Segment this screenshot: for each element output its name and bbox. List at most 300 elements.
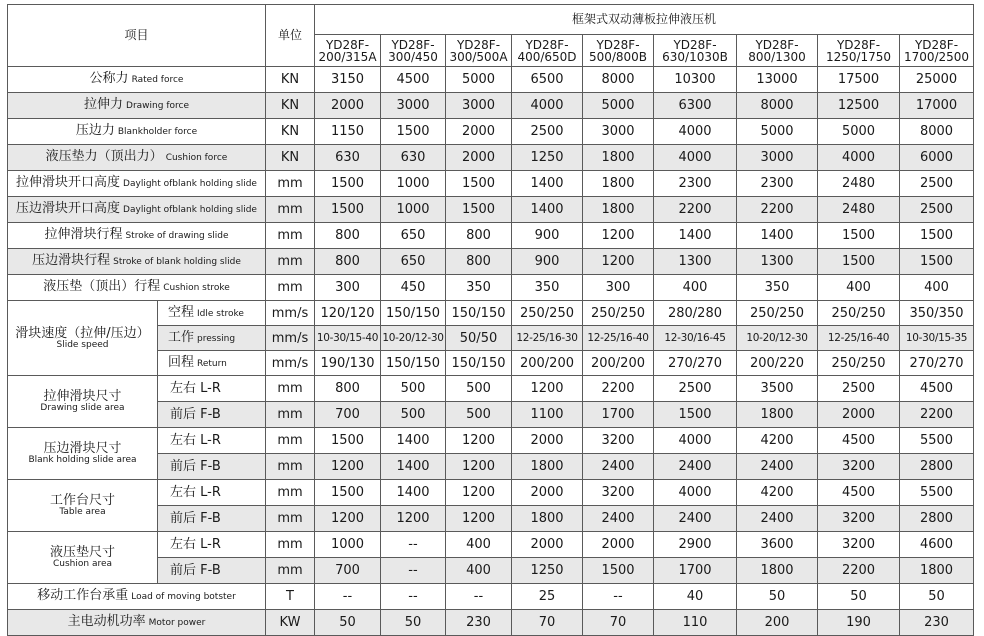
- area-row: [8, 480, 974, 506]
- value-cell: 2500: [512, 119, 583, 145]
- value-cell: 500: [381, 376, 446, 402]
- value-cell: 40: [654, 584, 737, 610]
- value-cell: 1800: [583, 197, 654, 223]
- area-row: [8, 428, 974, 454]
- value-cell: 650: [381, 223, 446, 249]
- value-cell: 1000: [381, 197, 446, 223]
- value-cell: 1500: [446, 197, 512, 223]
- value-cell: 800: [315, 376, 381, 402]
- model-prefix: YD28F-: [525, 37, 569, 52]
- area-sub-label: 左右 L-R: [158, 376, 266, 402]
- speed-sub-label: [158, 351, 266, 376]
- value-cell: 350: [737, 275, 818, 301]
- spec-name-zh: 拉伸滑块行程: [44, 227, 123, 242]
- area-group-zh: 工作台尺寸: [49, 493, 115, 508]
- value-cell: 1800: [583, 171, 654, 197]
- value-cell: 1200: [446, 454, 512, 480]
- value-cell: 1500: [654, 402, 737, 428]
- value-cell: 1200: [315, 506, 381, 532]
- value-cell: 3600: [737, 532, 818, 558]
- speed-sub-label: [158, 301, 266, 326]
- spec-name-zh: 主电动机功率: [67, 614, 146, 629]
- value-cell: 350/350: [900, 301, 974, 326]
- value-cell: 150/150: [381, 351, 446, 376]
- value-cell: 1500: [315, 197, 381, 223]
- value-cell: 1500: [315, 428, 381, 454]
- value-cell: 5000: [583, 93, 654, 119]
- model-prefix: YD28F-: [325, 37, 370, 52]
- value-cell: 2200: [583, 376, 654, 402]
- model-prefix: YD28F-: [836, 37, 881, 52]
- value-cell: 1200: [583, 223, 654, 249]
- value-cell: 6500: [512, 67, 583, 93]
- spec-row: [8, 145, 974, 171]
- value-cell: 2480: [818, 197, 900, 223]
- model-header: [654, 35, 737, 67]
- value-cell: 1150: [315, 119, 381, 145]
- spec-name-en: Daylight ofblank holding slide: [123, 205, 257, 215]
- value-cell: 2000: [446, 145, 512, 171]
- value-cell: 2500: [900, 171, 974, 197]
- model-prefix: YD28F-: [391, 37, 435, 52]
- value-cell: 4500: [818, 480, 900, 506]
- spec-name: [8, 67, 266, 93]
- value-cell: 2480: [818, 171, 900, 197]
- value-cell: 1200: [583, 249, 654, 275]
- value-cell: 190: [818, 610, 900, 636]
- value-cell: 10-30/15-35: [900, 326, 974, 351]
- value-cell: 50: [381, 610, 446, 636]
- spec-name-zh: 移动工作台承重: [37, 588, 129, 603]
- value-cell: 2200: [654, 197, 737, 223]
- spec-row: [8, 249, 974, 275]
- value-cell: 13000: [737, 67, 818, 93]
- model-code: 300/500A: [449, 49, 508, 64]
- value-cell: 3200: [583, 428, 654, 454]
- spec-name-zh: 液压垫（顶出）行程: [43, 279, 161, 294]
- value-cell: 2800: [900, 506, 974, 532]
- value-cell: 300: [583, 275, 654, 301]
- model-header: [583, 35, 654, 67]
- unit-cell: mm: [266, 454, 315, 480]
- unit-cell: mm: [266, 275, 315, 301]
- spec-name-zh: 压边滑块开口高度: [16, 201, 121, 216]
- spec-name-zh: 液压垫力（顶出力）: [45, 149, 163, 164]
- value-cell: 650: [381, 249, 446, 275]
- value-cell: 17500: [818, 67, 900, 93]
- area-sub-label: 左右 L-R: [158, 532, 266, 558]
- value-cell: 1500: [381, 119, 446, 145]
- value-cell: 500: [381, 402, 446, 428]
- unit-cell: T: [266, 584, 315, 610]
- model-code: 630/1030B: [662, 49, 728, 64]
- value-cell: 1800: [737, 558, 818, 584]
- spec-name-en: Stroke of drawing slide: [125, 231, 229, 241]
- value-cell: 250/250: [737, 301, 818, 326]
- value-cell: 8000: [900, 119, 974, 145]
- unit-cell: mm/s: [266, 301, 315, 326]
- spec-table-body: [8, 5, 974, 636]
- model-header: [512, 35, 583, 67]
- value-cell: 900: [512, 223, 583, 249]
- value-cell: 200/200: [512, 351, 583, 376]
- unit-cell: KN: [266, 93, 315, 119]
- value-cell: 2000: [818, 402, 900, 428]
- value-cell: 120/120: [315, 301, 381, 326]
- value-cell: 70: [583, 610, 654, 636]
- value-cell: 2500: [900, 197, 974, 223]
- value-cell: 3200: [818, 506, 900, 532]
- value-cell: 50/50: [446, 326, 512, 351]
- value-cell: 1400: [381, 428, 446, 454]
- value-cell: 2000: [512, 480, 583, 506]
- area-row: [8, 376, 974, 402]
- value-cell: 10300: [654, 67, 737, 93]
- area-sub-label: 前后 F-B: [158, 558, 266, 584]
- value-cell: 2000: [512, 428, 583, 454]
- value-cell: 3000: [446, 93, 512, 119]
- value-cell: 400: [818, 275, 900, 301]
- value-cell: 2400: [737, 506, 818, 532]
- value-cell: 17000: [900, 93, 974, 119]
- group-header: 框架式双动薄板拉伸液压机: [315, 5, 974, 35]
- model-header: [900, 35, 974, 67]
- value-cell: 700: [315, 402, 381, 428]
- value-cell: 150/150: [446, 301, 512, 326]
- area-group-en: Cushion area: [52, 559, 113, 569]
- value-cell: 1400: [381, 454, 446, 480]
- area-group-label: [8, 480, 158, 532]
- value-cell: 12-25/16-40: [818, 326, 900, 351]
- model-header: [315, 35, 381, 67]
- value-cell: 2400: [737, 454, 818, 480]
- spec-name-en: Cushion force: [165, 153, 228, 163]
- value-cell: 2400: [654, 506, 737, 532]
- spec-name-en: Drawing force: [126, 101, 189, 111]
- value-cell: 3500: [737, 376, 818, 402]
- spec-name: [8, 249, 266, 275]
- model-header: [737, 35, 818, 67]
- spec-table: [7, 4, 974, 636]
- value-cell: 2200: [818, 558, 900, 584]
- value-cell: 200/220: [737, 351, 818, 376]
- spec-name-en: Daylight ofblank holding slide: [123, 179, 257, 189]
- value-cell: 2000: [446, 119, 512, 145]
- value-cell: 2500: [654, 376, 737, 402]
- unit-cell: mm: [266, 532, 315, 558]
- value-cell: 230: [900, 610, 974, 636]
- spec-name-zh: 公称力: [89, 71, 129, 86]
- value-cell: 500: [446, 402, 512, 428]
- model-header: [446, 35, 512, 67]
- unit-cell: mm: [266, 402, 315, 428]
- model-code: 500/800B: [588, 49, 648, 64]
- area-sub-label: 左右 L-R: [158, 480, 266, 506]
- value-cell: 1200: [315, 454, 381, 480]
- value-cell: 5000: [737, 119, 818, 145]
- unit-cell: mm: [266, 428, 315, 454]
- value-cell: 1500: [315, 480, 381, 506]
- value-cell: 8000: [583, 67, 654, 93]
- area-group-zh: 拉伸滑块尺寸: [43, 389, 122, 404]
- value-cell: 4200: [737, 480, 818, 506]
- value-cell: 270/270: [900, 351, 974, 376]
- value-cell: 2500: [818, 376, 900, 402]
- area-group-label: [8, 532, 158, 584]
- area-sub-label: 前后 F-B: [158, 402, 266, 428]
- spec-name: [8, 197, 266, 223]
- value-cell: 150/150: [381, 301, 446, 326]
- value-cell: --: [583, 584, 654, 610]
- value-cell: --: [315, 584, 381, 610]
- spec-name-en: Cushion stroke: [163, 283, 230, 293]
- value-cell: 4000: [654, 145, 737, 171]
- value-cell: 10-30/15-40: [315, 326, 381, 351]
- spec-row: [8, 171, 974, 197]
- value-cell: 8000: [737, 93, 818, 119]
- spec-name: [8, 145, 266, 171]
- value-cell: 1500: [446, 171, 512, 197]
- speed-sub-en: pressing: [197, 333, 236, 344]
- value-cell: 10-20/12-30: [381, 326, 446, 351]
- value-cell: 1800: [512, 454, 583, 480]
- model-code: 1250/1750: [825, 49, 892, 64]
- spec-row: [8, 93, 974, 119]
- spec-name: [8, 223, 266, 249]
- value-cell: 1200: [446, 428, 512, 454]
- spec-name: [8, 93, 266, 119]
- value-cell: 2400: [654, 454, 737, 480]
- value-cell: 250/250: [512, 301, 583, 326]
- speed-sub-zh: 工作: [168, 329, 195, 345]
- model-prefix: YD28F-: [673, 37, 717, 52]
- spec-row: [8, 67, 974, 93]
- value-cell: 1500: [818, 223, 900, 249]
- value-cell: 2400: [583, 506, 654, 532]
- value-cell: 25: [512, 584, 583, 610]
- value-cell: 3200: [583, 480, 654, 506]
- value-cell: 1800: [512, 506, 583, 532]
- value-cell: 2200: [900, 402, 974, 428]
- value-cell: 1000: [315, 532, 381, 558]
- value-cell: 1700: [654, 558, 737, 584]
- value-cell: 3200: [818, 454, 900, 480]
- slide-speed-en: Slide speed: [56, 339, 109, 350]
- value-cell: 4000: [654, 480, 737, 506]
- value-cell: 2300: [654, 171, 737, 197]
- value-cell: 1200: [446, 506, 512, 532]
- spec-row: [8, 223, 974, 249]
- value-cell: 2200: [737, 197, 818, 223]
- value-cell: 280/280: [654, 301, 737, 326]
- value-cell: 400: [654, 275, 737, 301]
- value-cell: 1500: [900, 223, 974, 249]
- area-sub-label: 前后 F-B: [158, 454, 266, 480]
- spec-name-zh: 压边力: [75, 123, 115, 138]
- value-cell: 1400: [381, 480, 446, 506]
- value-cell: 4500: [900, 376, 974, 402]
- spec-name-en: Stroke of blank holding slide: [113, 257, 241, 267]
- value-cell: 12-25/16-30: [512, 326, 583, 351]
- value-cell: 6300: [654, 93, 737, 119]
- value-cell: 4500: [381, 67, 446, 93]
- speed-row: [8, 301, 974, 326]
- value-cell: 2000: [512, 532, 583, 558]
- value-cell: 800: [315, 223, 381, 249]
- value-cell: 6000: [900, 145, 974, 171]
- value-cell: 200: [737, 610, 818, 636]
- value-cell: 190/130: [315, 351, 381, 376]
- value-cell: 1300: [654, 249, 737, 275]
- header-row: [8, 5, 974, 35]
- model-prefix: YD28F-: [596, 37, 640, 52]
- spec-name: [8, 610, 266, 636]
- value-cell: 500: [446, 376, 512, 402]
- value-cell: 1250: [512, 558, 583, 584]
- value-cell: 630: [315, 145, 381, 171]
- spec-name: [8, 171, 266, 197]
- value-cell: 400: [446, 532, 512, 558]
- unit-cell: mm: [266, 558, 315, 584]
- unit-cell: mm: [266, 376, 315, 402]
- value-cell: 3000: [583, 119, 654, 145]
- value-cell: 10-20/12-30: [737, 326, 818, 351]
- value-cell: 4000: [654, 119, 737, 145]
- area-group-en: Blank holding slide area: [28, 455, 137, 465]
- value-cell: --: [381, 532, 446, 558]
- speed-sub-en: Idle stroke: [197, 308, 244, 319]
- value-cell: 1400: [654, 223, 737, 249]
- model-header: [818, 35, 900, 67]
- unit-cell: mm: [266, 223, 315, 249]
- area-group-label: [8, 428, 158, 480]
- value-cell: 1500: [315, 171, 381, 197]
- value-cell: 2900: [654, 532, 737, 558]
- spec-row: [8, 610, 974, 636]
- speed-sub-label: [158, 326, 266, 351]
- value-cell: 4000: [818, 145, 900, 171]
- spec-row: [8, 584, 974, 610]
- value-cell: 1800: [900, 558, 974, 584]
- value-cell: 12-30/16-45: [654, 326, 737, 351]
- value-cell: 400: [900, 275, 974, 301]
- area-group-en: Drawing slide area: [40, 403, 125, 413]
- speed-sub-en: Return: [197, 358, 227, 369]
- value-cell: 800: [446, 249, 512, 275]
- value-cell: 250/250: [818, 351, 900, 376]
- value-cell: 3000: [381, 93, 446, 119]
- area-sub-label: 左右 L-R: [158, 428, 266, 454]
- model-prefix: YD28F-: [755, 37, 799, 52]
- spec-name-en: Blankholder force: [117, 127, 198, 137]
- value-cell: 800: [315, 249, 381, 275]
- value-cell: 1400: [512, 197, 583, 223]
- value-cell: 250/250: [583, 301, 654, 326]
- value-cell: 2000: [583, 532, 654, 558]
- model-code: 200/315A: [318, 49, 377, 64]
- value-cell: 1000: [381, 171, 446, 197]
- value-cell: 50: [900, 584, 974, 610]
- value-cell: 1250: [512, 145, 583, 171]
- value-cell: 2000: [315, 93, 381, 119]
- speed-sub-zh: 空程: [168, 304, 195, 320]
- value-cell: 630: [381, 145, 446, 171]
- value-cell: 1800: [583, 145, 654, 171]
- value-cell: 1100: [512, 402, 583, 428]
- model-code: 300/450: [388, 49, 438, 64]
- area-group-zh: 液压垫尺寸: [49, 545, 115, 560]
- unit-cell: mm: [266, 249, 315, 275]
- spec-name-en: Motor power: [148, 618, 206, 628]
- model-header: [381, 35, 446, 67]
- value-cell: 70: [512, 610, 583, 636]
- value-cell: 2300: [737, 171, 818, 197]
- value-cell: 200/200: [583, 351, 654, 376]
- unit-cell: mm/s: [266, 326, 315, 351]
- unit-cell: mm/s: [266, 351, 315, 376]
- area-group-label: [8, 376, 158, 428]
- value-cell: 5000: [818, 119, 900, 145]
- value-cell: 1700: [583, 402, 654, 428]
- spec-name: [8, 584, 266, 610]
- model-prefix: YD28F-: [914, 37, 959, 52]
- value-cell: 230: [446, 610, 512, 636]
- model-code: 1700/2500: [903, 49, 970, 64]
- unit-cell: KN: [266, 119, 315, 145]
- slide-speed-label: [8, 301, 158, 376]
- unit-cell: mm: [266, 480, 315, 506]
- value-cell: 250/250: [818, 301, 900, 326]
- value-cell: 12500: [818, 93, 900, 119]
- area-row: [8, 532, 974, 558]
- value-cell: 900: [512, 249, 583, 275]
- value-cell: 1500: [900, 249, 974, 275]
- spec-row: [8, 119, 974, 145]
- value-cell: 3200: [818, 532, 900, 558]
- value-cell: 400: [446, 558, 512, 584]
- area-group-zh: 压边滑块尺寸: [43, 441, 122, 456]
- value-cell: 1300: [737, 249, 818, 275]
- value-cell: 150/150: [446, 351, 512, 376]
- value-cell: 1400: [512, 171, 583, 197]
- value-cell: 2400: [583, 454, 654, 480]
- value-cell: 450: [381, 275, 446, 301]
- spec-row: [8, 197, 974, 223]
- unit-cell: KN: [266, 145, 315, 171]
- unit-cell: mm: [266, 506, 315, 532]
- spec-name-zh: 压边滑块行程: [32, 253, 111, 268]
- value-cell: 5500: [900, 428, 974, 454]
- value-cell: --: [381, 558, 446, 584]
- spec-name-zh: 拉伸力: [84, 97, 124, 112]
- area-group-en: Table area: [59, 507, 106, 517]
- unit-cell: mm: [266, 197, 315, 223]
- value-cell: 4200: [737, 428, 818, 454]
- value-cell: 270/270: [654, 351, 737, 376]
- unit-cell: KN: [266, 67, 315, 93]
- unit-cell: KW: [266, 610, 315, 636]
- value-cell: 4000: [512, 93, 583, 119]
- unit-cell: mm: [266, 171, 315, 197]
- value-cell: 800: [446, 223, 512, 249]
- value-cell: --: [381, 584, 446, 610]
- value-cell: 50: [818, 584, 900, 610]
- spec-name: [8, 275, 266, 301]
- value-cell: --: [446, 584, 512, 610]
- spec-name-zh: 拉伸滑块开口高度: [16, 175, 121, 190]
- item-header: 项目: [8, 5, 266, 67]
- value-cell: 12-25/16-40: [583, 326, 654, 351]
